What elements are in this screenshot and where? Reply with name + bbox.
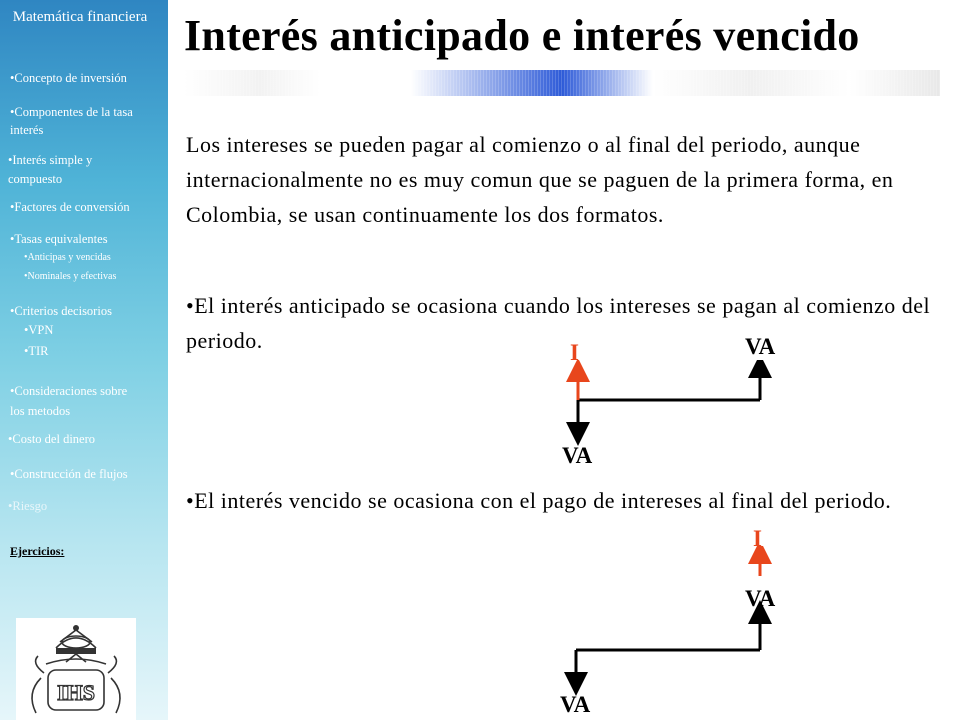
sidebar-item-construccion-flujos[interactable]: •Construcción de flujos <box>10 467 128 481</box>
sidebar-item-riesgo[interactable]: •Riesgo <box>8 499 48 513</box>
intro-paragraph: Los intereses se pueden pagar al comienzo o al final del periodo, aunque internacionalmente no es muy comun que se paguen de la primera forma, en Colombia, se usan continuamente los dos formatos. <box>186 132 894 227</box>
sidebar-item-componentes-tasa[interactable]: •Componentes de la tasa <box>10 105 133 119</box>
crest-icon <box>16 618 136 720</box>
university-crest-logo <box>16 618 136 720</box>
diagram1-bottom-va-label: VA <box>562 443 593 468</box>
sidebar-item-interes-simple[interactable]: •Interés simple y <box>8 153 93 167</box>
svg-text:IHS: IHS <box>57 680 95 705</box>
sidebar-item-criterios-decisorios[interactable]: •Criterios decisorios <box>10 304 112 318</box>
sidebar-subitem-vpn[interactable]: •VPN <box>24 323 54 337</box>
sidebar-item-factores-conversion[interactable]: •Factores de conversión <box>10 200 130 214</box>
sidebar <box>0 0 168 720</box>
sidebar-subitem-tir[interactable]: •TIR <box>24 344 49 358</box>
diagram2-interest-label: I <box>753 526 762 551</box>
cashflow-diagram-vencido <box>560 546 780 706</box>
sidebar-subitem-anticipas-vencidas[interactable]: •Anticipas y vencidas <box>24 252 111 263</box>
diagram2-bottom-va-label: VA <box>560 692 591 717</box>
sidebar-title: Matemática financiera <box>12 9 148 25</box>
diagram2-top-va-label: VA <box>745 586 776 611</box>
sidebar-item-tasas-equivalentes[interactable]: •Tasas equivalentes <box>10 232 108 246</box>
exercises-link[interactable]: Ejercicios: <box>10 544 65 558</box>
sidebar-item-componentes-tasa-cont[interactable]: interés <box>10 123 44 137</box>
diagram1-top-va-label: VA <box>745 334 776 359</box>
bullet-anticipado: •El interés anticipado se ocasiona cuando los intereses se pagan al comienzo del periodo. <box>186 293 931 353</box>
sidebar-item-consideraciones-cont[interactable]: los metodos <box>10 404 71 418</box>
diagram1-interest-label: I <box>570 340 579 365</box>
bullet-vencido: •El interés vencido se ocasiona con el pago de intereses al final del periodo. <box>186 488 892 513</box>
page-title: Interés anticipado e interés vencido <box>184 11 860 60</box>
sidebar-item-interes-simple-cont[interactable]: compuesto <box>8 172 63 186</box>
title-decorative-bar <box>184 70 940 96</box>
sidebar-item-costo-dinero[interactable]: •Costo del dinero <box>8 432 96 446</box>
sidebar-subitem-nominales-efectivas[interactable]: •Nominales y efectivas <box>24 271 117 282</box>
cashflow-diagram-anticipado <box>560 360 780 450</box>
sidebar-item-consideraciones[interactable]: •Consideraciones sobre <box>10 384 128 398</box>
sidebar-item-concepto-inversion[interactable]: •Concepto de inversión <box>10 71 127 85</box>
